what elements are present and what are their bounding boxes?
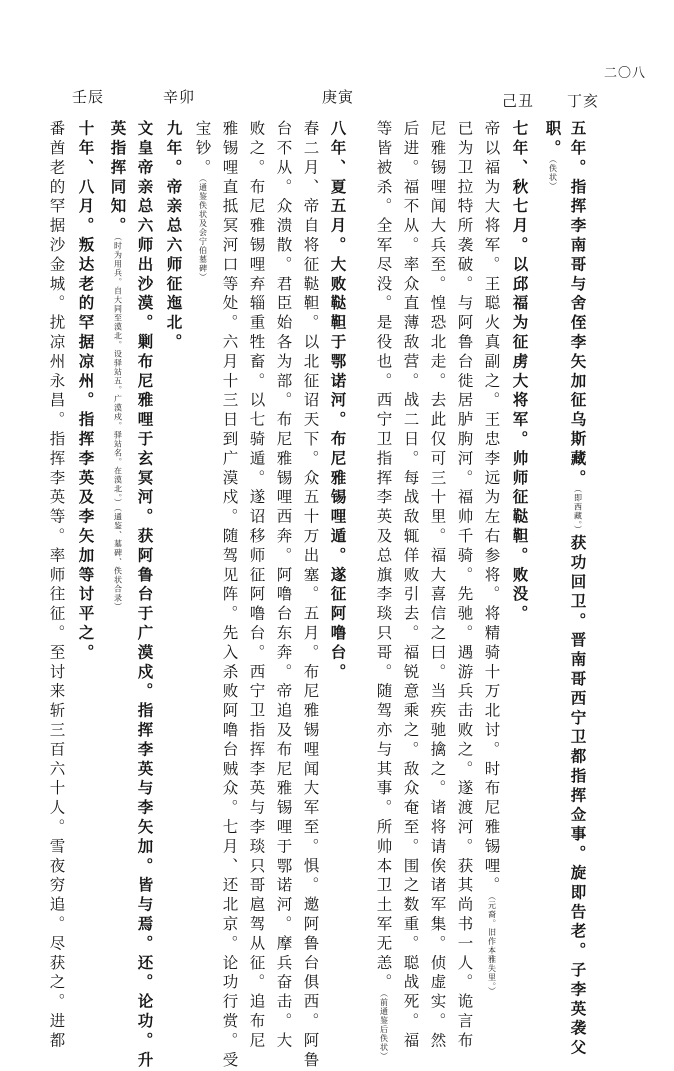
page-number: 二〇八 bbox=[604, 66, 647, 81]
text-column bbox=[221, 120, 237, 1071]
ganzhi-label: 丁亥 bbox=[567, 92, 600, 110]
column-text: 九年。帝亲总六师征迤北。 bbox=[164, 120, 184, 353]
column-text: 已为卫拉特所袭破。与阿鲁台徙居胪朐河。福帅千骑。先驰。遇游兵击败之。遂渡河。获其尚书一人。诡言布 bbox=[455, 120, 474, 1052]
column-text: 后进。福不从。率众直薄敌营。战二日。每战敌辄佯败引去。福锐意乘之。敌众奄至。围之数重。聪战死。福 bbox=[401, 120, 420, 1052]
annotation-note: （元裔。旧作本雅失里。） bbox=[487, 896, 497, 996]
column-text: 七年、秋七月。以邱福为征虏大将军。帅师征鞑靼。败没。 bbox=[510, 120, 530, 625]
text-column bbox=[429, 120, 445, 1051]
text-column bbox=[483, 120, 499, 996]
column-text: 台不从。众溃散。君臣始各为部。布尼雅锡哩西奔。阿噜台东奔。帝追及布尼雅锡哩于鄂诺河。摩兵奋击。大 bbox=[274, 120, 293, 1052]
column-text: 春二月、帝自将征鞑靼。以北征诏天下。众五十万出塞。五月。布尼雅锡哩闻大军至。惧。邀阿鲁台俱西。阿鲁 bbox=[301, 120, 320, 1071]
text-column bbox=[456, 120, 472, 1051]
ganzhi-label: 庚寅 bbox=[322, 88, 355, 106]
column-text: 宝钞。 bbox=[193, 120, 212, 179]
annotation-note: （通鉴佚状及会宁伯墓碑） bbox=[198, 178, 208, 283]
column-text: 雅锡哩直抵冥河口等处。六月十三日到广漠戍。随驾见阵。先入杀败阿噜台贼众。七月、还北京。论功行赏。受 bbox=[220, 120, 239, 1071]
text-column bbox=[110, 120, 126, 611]
column-text: 番酋老的罕据沙金城。扰凉州永昌。指挥李英等。率师往征。至讨来斩三百六十人。雪夜穷追。尽获之。进都 bbox=[47, 120, 66, 1052]
column-text: 五年。指挥李南哥与舍侄李矢加征乌斯藏。 bbox=[568, 120, 588, 489]
text-column bbox=[402, 120, 418, 1051]
text-column bbox=[248, 120, 264, 1051]
text-column bbox=[137, 120, 153, 1071]
column-text: 文皇帝亲总六师出沙漠。剿布尼雅哩于玄冥河。获阿鲁台于广漠戍。指挥李英与李矢加。皆与焉。还。论功。升 bbox=[135, 120, 155, 1071]
text-column bbox=[166, 120, 182, 353]
column-text: 获功回卫。晋南哥西宁卫都指挥佥事。旋即告老。子李英袭父 bbox=[568, 534, 588, 1059]
text-column bbox=[302, 120, 318, 1071]
annotation-note: （时为用兵。自大同至漠北。设驿站五。广漠戍。驿站名。在漠北。）（通鉴、墓碑、佚状合录） bbox=[113, 236, 123, 612]
text-column bbox=[78, 120, 94, 663]
annotation-note: （即西藏。） bbox=[573, 488, 583, 535]
annotation-note: （佚状） bbox=[548, 158, 558, 191]
column-text: 八年、夏五月。大败鞑靼于鄂诺河。布尼雅锡哩遁。遂征阿噜台。 bbox=[328, 120, 348, 683]
column-text: 英指挥同知。 bbox=[108, 120, 128, 237]
ganzhi-label: 己丑 bbox=[502, 92, 535, 110]
text-column bbox=[194, 120, 210, 282]
column-text: 十年、八月。叛达老的罕据凉州。指挥李英及李矢加等讨平之。 bbox=[76, 120, 96, 664]
text-column bbox=[330, 120, 346, 683]
column-text: 败之。布尼雅锡哩弃辎重牲畜。以七骑遁。遂诏移师征阿噜台。西宁卫指挥李英与李琰只哥扈驾从征。追布尼 bbox=[247, 120, 266, 1052]
column-text: 帝以福为大将军。王聪火真副之。王忠李远为左右参将。将精骑十万北讨。时布尼雅锡哩。 bbox=[482, 120, 501, 896]
column-text: 等皆被杀。全军尽没。是役也。西宁卫指挥李英及总旗李琰只哥。随驾亦与其事。所帅本卫土军无恙。 bbox=[374, 120, 393, 993]
text-column bbox=[48, 120, 64, 1051]
ganzhi-label: 壬辰 bbox=[72, 88, 105, 106]
text-column bbox=[375, 120, 391, 1061]
text-column bbox=[545, 120, 561, 191]
column-text: 职。 bbox=[543, 120, 563, 159]
ganzhi-label: 辛卯 bbox=[163, 88, 196, 106]
text-column bbox=[275, 120, 291, 1051]
annotation-note: （前通鉴后佚状） bbox=[379, 993, 389, 1061]
text-column bbox=[512, 120, 528, 624]
text-column bbox=[570, 120, 586, 1058]
column-text: 尼雅锡哩闻大兵至。惶恐北走。去此仅可三十里。福大喜信之曰。当疾驰擒之。诸将请俟诸军集。侦虚实。然 bbox=[428, 120, 447, 1052]
